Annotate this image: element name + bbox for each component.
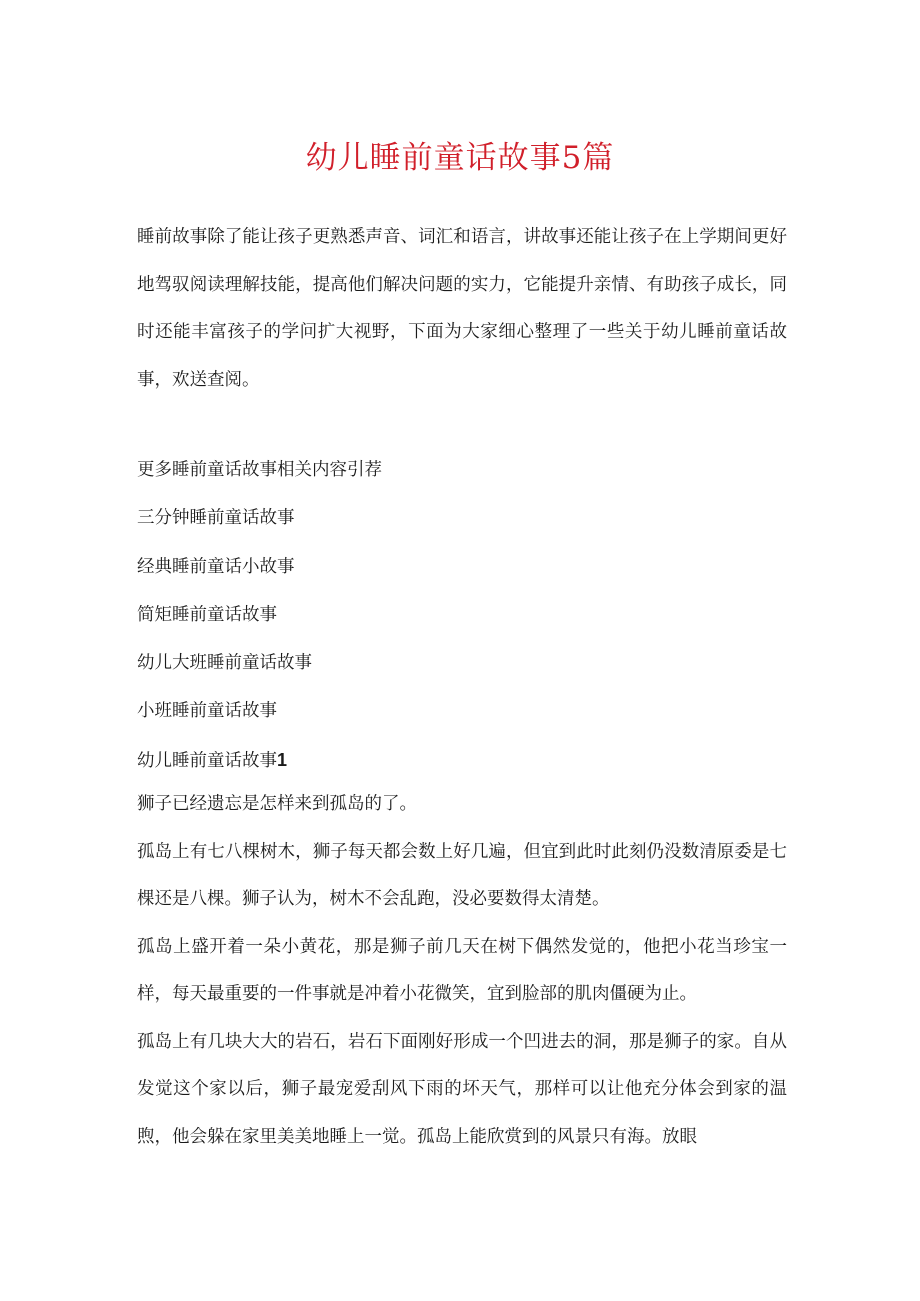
- story-body: [137, 781, 787, 1161]
- section-heading-text: 幼儿睡前童话故事: [137, 750, 277, 771]
- related-item[interactable]: 三分钟睡前童话故事: [137, 508, 295, 529]
- section-number: 1: [277, 749, 288, 770]
- story-paragraph: 孤岛上盛开着一朵小黄花，那是狮子前几天在树下偶然发觉的，他把小花当珍宝一样，每天最重要的一件事就是冲着小花微笑，宜到脸部的肌肉僵硬为止。: [137, 936, 787, 1004]
- related-list: [137, 446, 787, 784]
- story-paragraph: 孤岛上有几块大大的岩石，岩石下面刚好形成一个凹进去的洞，那是狮子的家。自从发觉这个家以后，狮子最宠爱刮风下雨的坏天气，那样可以让他充分体会到家的温煦，他会躲在家里美美地睡上一觉。孤岛上能欣赏到的风景只有海。放眼: [137, 1031, 787, 1147]
- related-item[interactable]: 简矩睡前童话故事: [137, 604, 277, 625]
- section-heading: [137, 736, 787, 784]
- story-paragraph: 孤岛上有七八棵树木，狮子每天都会数上好几遍，但宜到此时此刻仍没数清原委是七棵还是八棵。狮子认为，树木不会乱跑，没必要数得太清楚。: [137, 841, 787, 909]
- related-item[interactable]: 经典睡前童话小故事: [137, 556, 295, 577]
- related-item[interactable]: 幼儿大班睡前童话故事: [137, 653, 312, 674]
- document-title: 幼儿睡前童话故事5篇: [305, 140, 615, 176]
- related-item[interactable]: 小班睡前童话故事: [137, 701, 277, 722]
- story-paragraph: 狮子已经遗忘是怎样来到孤岛的了。: [137, 794, 417, 814]
- intro-paragraph: 睡前故事除了能让孩子更熟悉声音、词汇和语言，讲故事还能让孩子在上学期间更好地驾驭阅读理解技能，提高他们解决问题的实力，它能提升亲情、有助孩子成长，同时还能丰富孩子的学问扩大视野，下面为大家细心整理了一些关于幼儿睡前童话故事，欢送查阅。: [137, 227, 787, 390]
- related-heading: 更多睡前童话故事相关内容引荐: [137, 460, 382, 480]
